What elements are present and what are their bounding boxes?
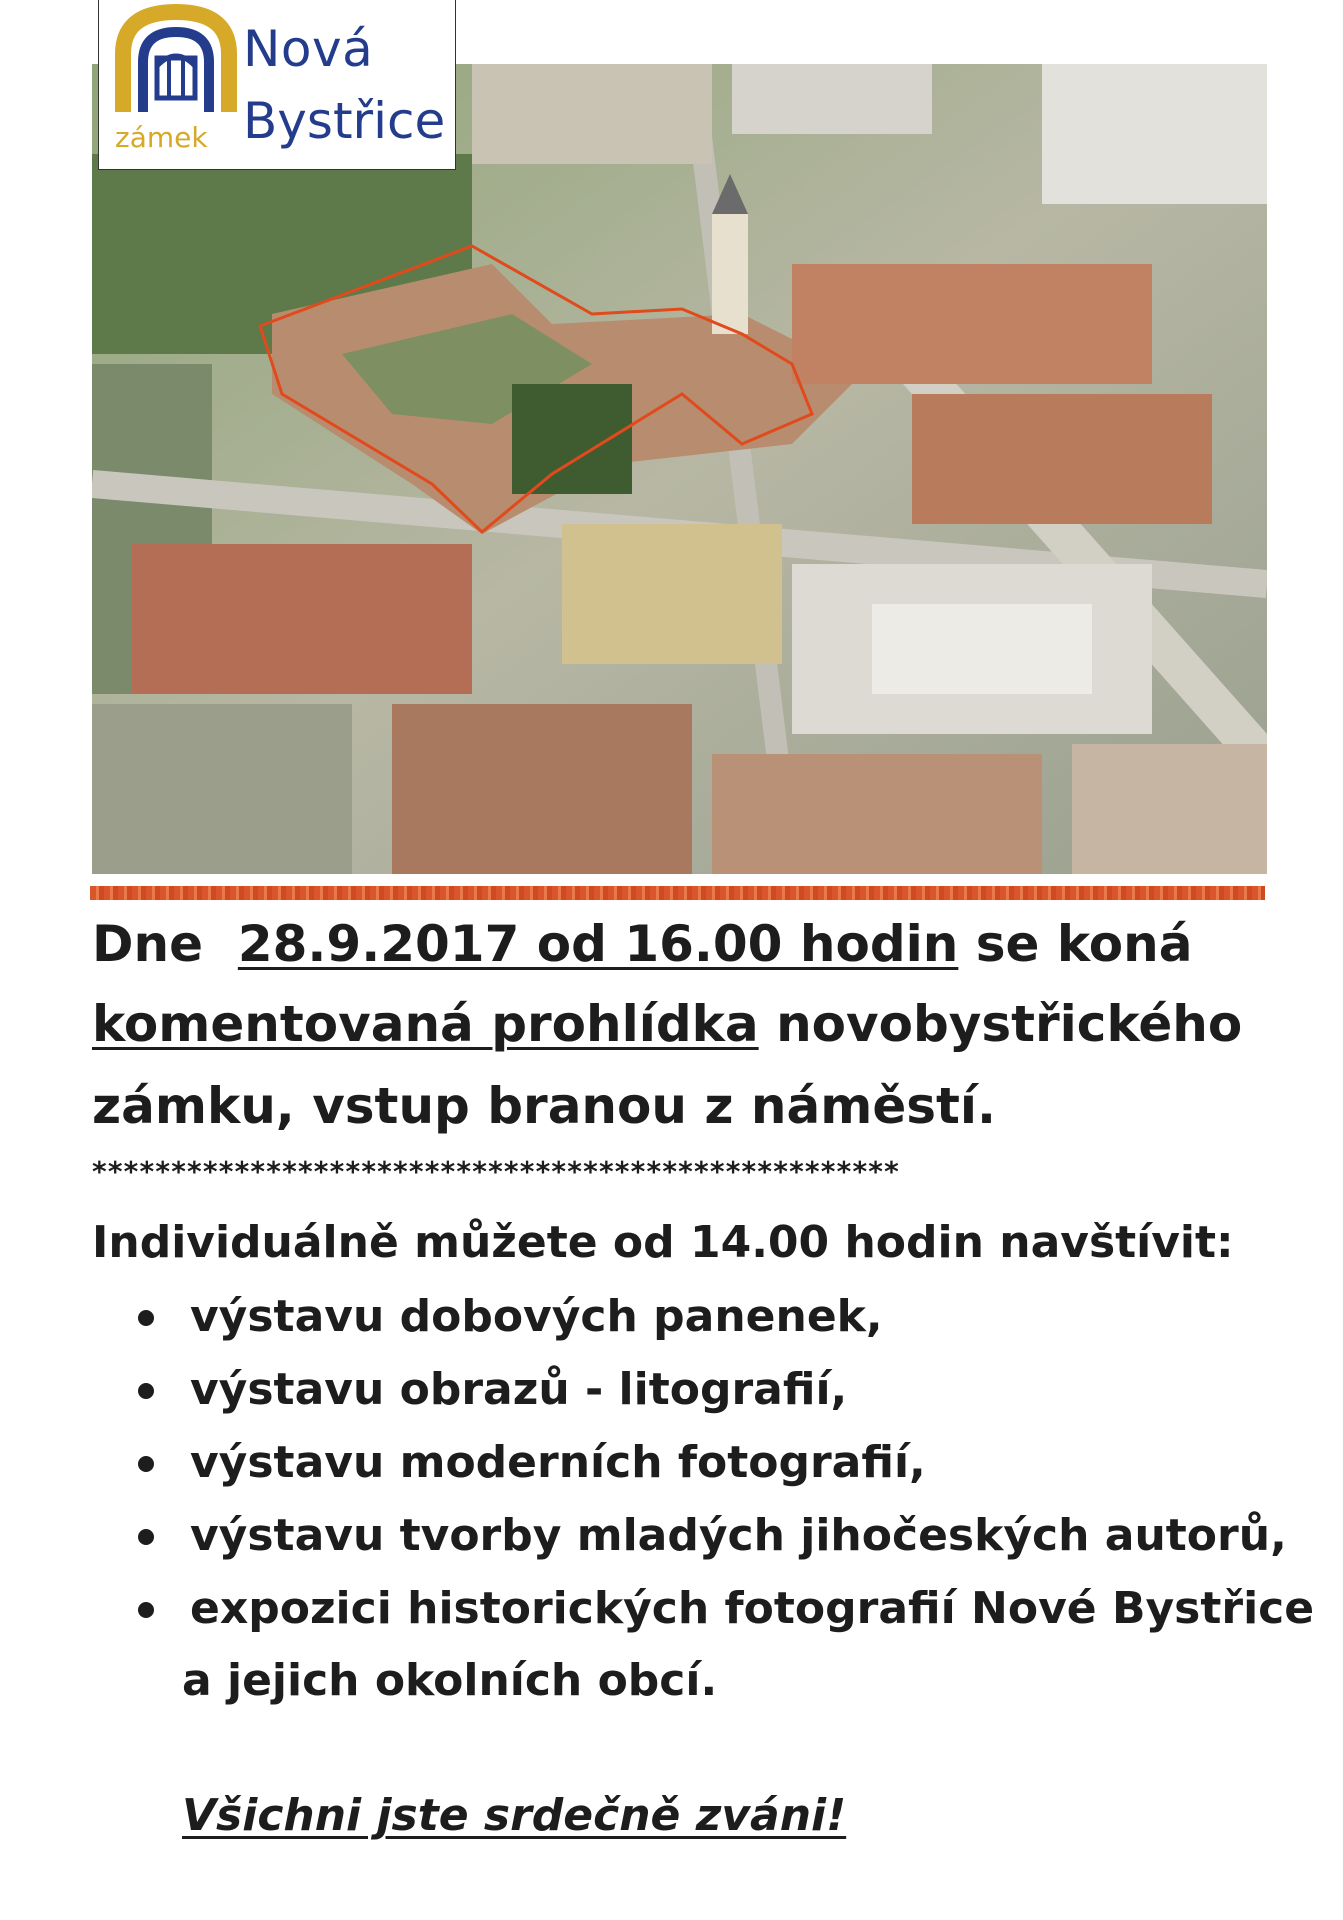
list-item: výstavu dobových panenek, <box>132 1290 1314 1363</box>
bullet-icon <box>138 1529 154 1545</box>
separator-bar <box>90 886 1265 900</box>
logo <box>98 0 456 170</box>
announcement-dne: Dne <box>92 915 204 973</box>
list-item: expozici historických fotografií Nové Bystřice <box>132 1582 1314 1655</box>
aerial-photo-icon <box>92 64 1267 874</box>
logo-title-bystrice: Bystřice <box>243 92 446 150</box>
announcement-date-time: 28.9.2017 od 16.00 hodin <box>237 915 959 973</box>
announcement-kona: se koná <box>975 915 1193 973</box>
bullet-icon <box>138 1456 154 1472</box>
bullet-icon <box>138 1602 154 1618</box>
announcement-castle: novobystřického <box>776 995 1243 1053</box>
exhibition-list <box>132 1290 1314 1655</box>
bullet-icon <box>138 1383 154 1399</box>
logo-title-nova: Nová <box>243 20 374 78</box>
bullet-icon <box>138 1310 154 1326</box>
announcement-line-1 <box>92 915 1192 973</box>
announcement-line-2 <box>92 995 1242 1053</box>
announcement-line-3: zámku, vstup branou z náměstí. <box>92 1077 997 1135</box>
list-item-continuation: a jejich okolních obcí. <box>182 1655 718 1706</box>
closing-invitation: Všichni jste srdečně zváni! <box>182 1790 847 1841</box>
individual-intro: Individuálně můžete od 14.00 hodin navštívit: <box>92 1217 1234 1268</box>
list-item: výstavu obrazů - litografií, <box>132 1363 1314 1436</box>
announcement-tour: komentovaná prohlídka <box>92 995 759 1053</box>
list-item: výstavu moderních fotografií, <box>132 1436 1314 1509</box>
aerial-photo <box>92 64 1267 874</box>
list-item: výstavu tvorby mladých jihočeských autorů, <box>132 1509 1314 1582</box>
star-divider: *************************************************** <box>92 1155 900 1188</box>
logo-tagline: zámek <box>115 121 208 154</box>
castle-arch-logo-icon <box>111 4 241 124</box>
